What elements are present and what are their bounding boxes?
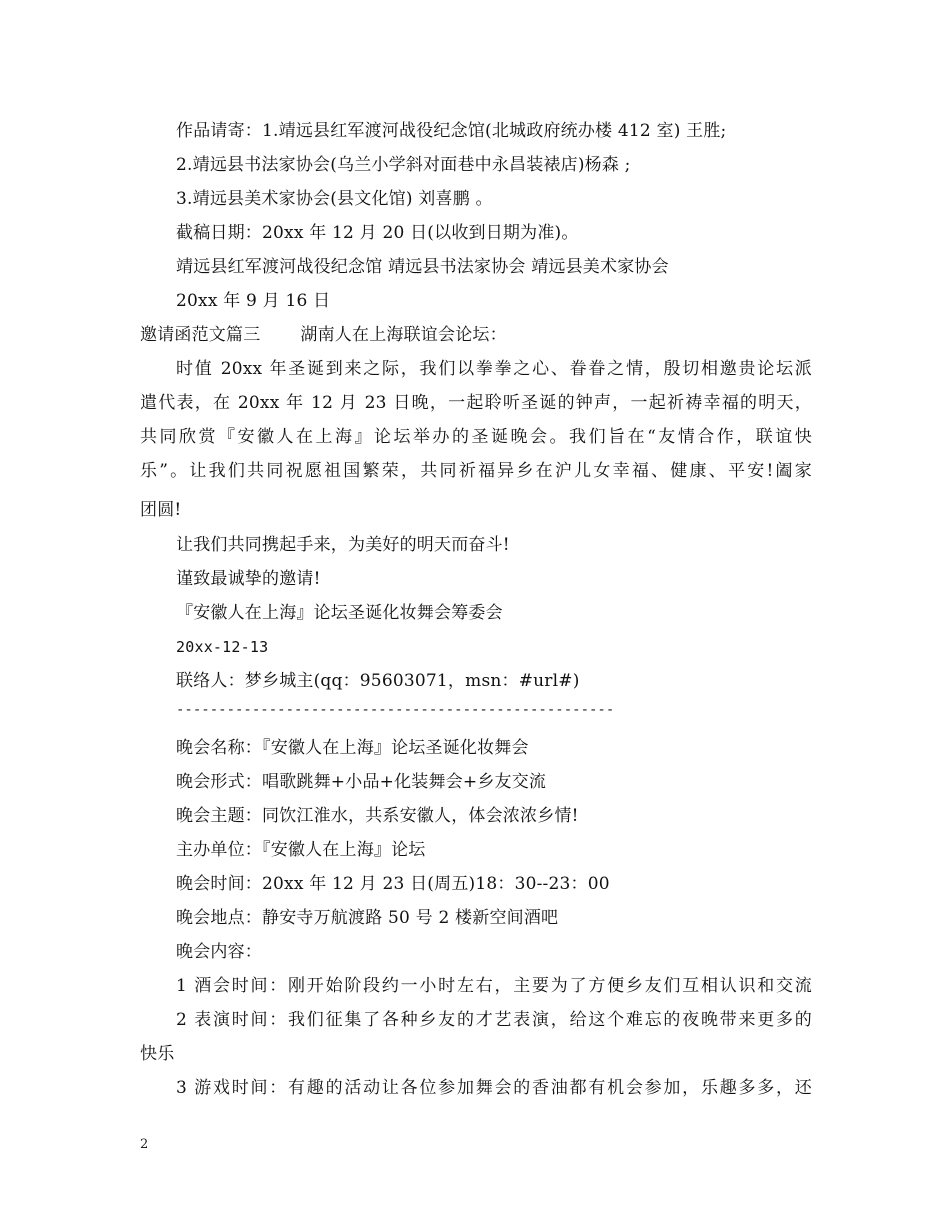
page-number: 2 [140,1137,149,1152]
content-item-line: 2 表演时间：我们征集了各种乡友的才艺表演，给这个难忘的夜晚带来更多的 [176,1010,812,1030]
event-venue-line: 晚会地点：静安寺万航渡路 50 号 2 楼新空间酒吧 [176,908,559,928]
submission-address-line-2: 2.靖远县书法家协会(乌兰小学斜对面巷中永昌装裱店)杨森 ; [176,155,631,175]
contact-line: 联络人：梦乡城主(qq：95603071，msn：#url#) [176,671,580,691]
closing-line: 让我们共同携起手来，为美好的明天而奋斗! [176,535,510,555]
event-content-heading: 晚会内容： [176,942,262,962]
body-paragraph-line: 遣代表，在 20xx 年 12 月 23 日晚，一起聆听圣诞的钟声，一起祈祷幸福的明天， [140,393,812,413]
content-item-line: 快乐 [140,1044,175,1064]
deadline-line: 截稿日期：20xx 年 12 月 20 日(以收到日期为准)。 [176,223,579,243]
date-line: 20xx 年 9 月 16 日 [176,291,331,311]
committee-signature: 『安徽人在上海』论坛圣诞化妆舞会筹委会 [176,603,503,623]
section-heading [140,324,507,346]
divider-line: ---------------------------------------------------- [176,702,615,718]
content-item-line: 1 酒会时间：刚开始阶段约一小时左右，主要为了方便乡友们互相认识和交流 [176,976,812,996]
signature-date: 20xx-12-13 [176,638,269,656]
event-time-line: 晚会时间：20xx 年 12 月 23 日(周五)18：30--23：00 [176,874,610,894]
closing-line: 谨致最诚挚的邀请! [176,569,321,589]
event-theme-line: 晚会主题：同饮江淮水，共系安徽人，体会浓浓乡情! [176,806,579,826]
body-paragraph-line: 团圆! [140,500,182,520]
body-paragraph-line: 共同欣赏『安徽人在上海』论坛举办的圣诞晚会。我们旨在“友情合作，联谊快 [140,427,812,447]
salutation: 湖南人在上海联谊会论坛： [300,325,507,345]
submission-address-line-3: 3.靖远县美术家协会(县文化馆) 刘喜鹏 。 [176,189,493,209]
body-paragraph-line: 时值 20xx 年圣诞到来之际，我们以拳拳之心、眷眷之情，殷切相邀贵论坛派 [176,359,812,379]
organizers-line: 靖远县红军渡河战役纪念馆 靖远县书法家协会 靖远县美术家协会 [176,257,669,277]
submission-address-line-1: 作品请寄：1.靖远县红军渡河战役纪念馆(北城政府统办楼 412 室) 王胜; [176,121,727,141]
event-format-line: 晚会形式：唱歌跳舞+小品+化装舞会+乡友交流 [176,772,547,792]
content-item-line: 3 游戏时间：有趣的活动让各位参加舞会的香油都有机会参加，乐趣多多，还 [176,1078,812,1098]
section-title: 邀请函范文篇三 [140,325,261,345]
event-name-line: 晚会名称：『安徽人在上海』论坛圣诞化妆舞会 [176,738,529,758]
event-host-line: 主办单位：『安徽人在上海』论坛 [176,840,426,860]
body-paragraph-line: 乐”。让我们共同祝愿祖国繁荣，共同祈福异乡在沪儿女幸福、健康、平安!阖家 [140,461,812,481]
